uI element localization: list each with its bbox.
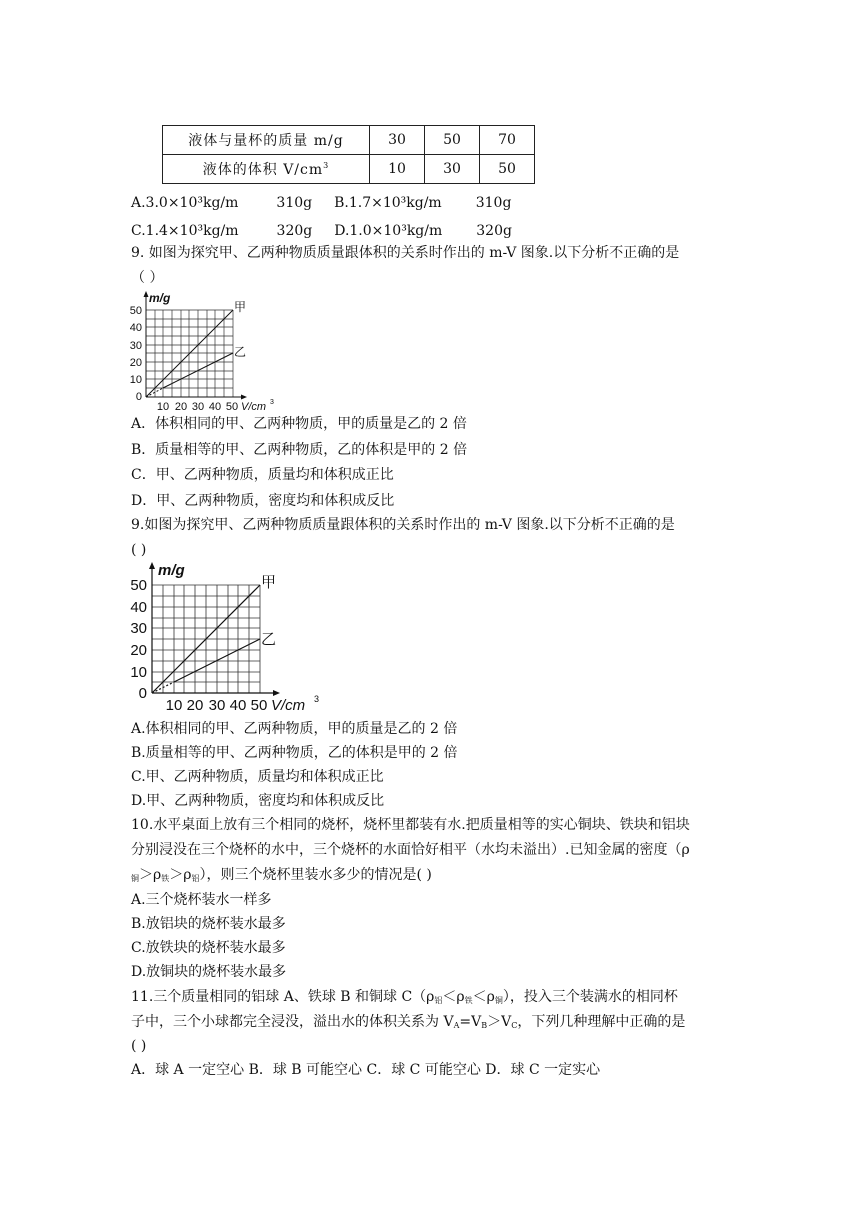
q9a-option-a: A．体积相同的甲、乙两种物质，甲的质量是乙的 2 倍	[131, 416, 467, 432]
q10-line-2: 分别浸没在三个烧杯的水中，三个烧杯的水面恰好相平（水均未溢出）.已知金属的密度（ρ	[131, 842, 690, 858]
table-cell: 70	[480, 126, 535, 155]
line-jia-label: 甲	[261, 574, 277, 591]
q10-option-a: A.三个烧杯装水一样多	[131, 892, 272, 908]
x-tick: 50	[225, 401, 239, 413]
table-cell: 50	[425, 126, 480, 155]
q8-option-a: A.3.0×10³kg/m	[131, 195, 239, 211]
x-tick: 30	[208, 697, 226, 713]
q9b-stem: 9.如图为探究甲、乙两种物质质量跟体积的关系时作出的 m-V 图象.以下分析不正确的是	[131, 517, 675, 533]
y-tick: 40	[129, 322, 142, 334]
y-tick: 10	[130, 664, 147, 681]
q9a-option-c: C．甲、乙两种物质，质量均和体积成正比	[131, 467, 394, 483]
y-tick: 30	[129, 340, 142, 352]
mv-graph-large	[128, 557, 328, 713]
x-tick: 50	[250, 697, 268, 713]
q10-line-1: 10.水平桌面上放有三个相同的烧杯，烧杯里都装有水.把质量相等的实心铜块、铁块和铝块	[131, 817, 690, 833]
q9b-option-d: D.甲、乙两种物质，密度均和体积成反比	[131, 793, 385, 809]
x-tick: 30	[191, 401, 205, 413]
line-jia	[146, 310, 233, 397]
q10-option-b: B.放铝块的烧杯装水最多	[131, 916, 286, 932]
y-tick: 50	[130, 577, 147, 594]
x-axis-label: V/cm	[241, 401, 267, 413]
table-cell: 50	[480, 155, 535, 184]
x-axis-label: V/cm	[271, 697, 306, 713]
q9b-option-b: B.质量相等的甲、乙两种物质，乙的体积是甲的 2 倍	[131, 745, 458, 761]
q8-option-b: B.1.7×10³kg/m	[334, 195, 442, 211]
q11-line-2: 子中，三个小球都完全浸没，溢出水的体积关系为 $V_A=V_B>V_C$，下列几种理解中正确的是	[131, 1014, 686, 1030]
x-tick: 10	[165, 697, 183, 713]
x-tick: 20	[174, 401, 188, 413]
q11-paren: ( )	[131, 1038, 147, 1054]
y-tick: 40	[130, 599, 147, 616]
q9b-option-c: C.甲、乙两种物质，质量均和体积成正比	[131, 769, 384, 785]
data-table	[162, 125, 535, 184]
q9a-option-b: B．质量相等的甲、乙两种物质，乙的体积是甲的 2 倍	[131, 442, 468, 458]
q8-option-row-1: A.3.0×10³kg/m 310g B.1.7×10³kg/m 310g	[131, 195, 512, 211]
q9a-option-d: D．甲、乙两种物质，密度均和体积成反比	[131, 493, 395, 509]
line-yi-label: 乙	[234, 345, 247, 359]
line-yi-label: 乙	[261, 631, 277, 648]
mv-graph-small	[128, 286, 278, 414]
q10-option-c: C.放铁块的烧杯装水最多	[131, 940, 286, 956]
y-tick: 0	[138, 685, 147, 702]
x-tick: 40	[208, 401, 222, 413]
y-tick: 10	[129, 374, 142, 386]
y-tick: 20	[129, 357, 142, 369]
table-row	[163, 126, 535, 155]
q8-option-d: D.1.0×10³kg/m	[334, 223, 443, 239]
svg-text:3: 3	[314, 694, 320, 704]
q10-line-3: $_铜>\rho_铁>\rho_铝$），则三个烧杯里装水多少的情况是( )	[131, 867, 432, 883]
table-cell: 10	[370, 155, 425, 184]
y-axis-label: m/g	[158, 562, 185, 579]
q9b-option-a: A.体积相同的甲、乙两种物质，甲的质量是乙的 2 倍	[131, 721, 458, 737]
svg-text:3: 3	[270, 399, 274, 406]
table-cell: 30	[425, 155, 480, 184]
table-cell: 30	[370, 126, 425, 155]
x-tick: 10	[156, 401, 170, 413]
q8-option-row-2: C.1.4×10³kg/m 320g D.1.0×10³kg/m 320g	[131, 223, 512, 239]
q9a-paren: （ ）	[131, 270, 164, 286]
q11-options: A．球 A 一定空心 B．球 B 可能空心 C．球 C 可能空心 D．球 C 一定实心	[131, 1062, 601, 1078]
table-header-mass: 液体与量杯的质量 m/g	[163, 126, 370, 155]
q9b-paren: ( )	[131, 542, 147, 558]
x-tick: 40	[229, 697, 247, 713]
y-tick: 50	[129, 305, 142, 317]
q8-option-c: C.1.4×10³kg/m	[131, 223, 239, 239]
table-header-volume: 液体的体积 $V/cm^3$	[163, 155, 370, 184]
q9a-stem: 9. 如图为探究甲、乙两种物质质量跟体积的关系时作出的 m-V 图象.以下分析不正确的是	[131, 245, 680, 261]
table-row	[163, 155, 535, 184]
x-tick: 20	[186, 697, 204, 713]
y-tick: 0	[135, 391, 142, 403]
y-axis-label: m/g	[149, 291, 171, 305]
line-jia-label: 甲	[234, 300, 247, 314]
q10-option-d: D.放铜块的烧杯装水最多	[131, 964, 287, 980]
y-tick: 30	[130, 620, 147, 637]
q11-line-1: 11.三个质量相同的铝球 A、铁球 B 和铜球 $C(\rho_铝<\rho_铁<\rho_铜)$，投入三个装满水的相同杯	[131, 989, 678, 1005]
y-tick: 20	[130, 642, 147, 659]
